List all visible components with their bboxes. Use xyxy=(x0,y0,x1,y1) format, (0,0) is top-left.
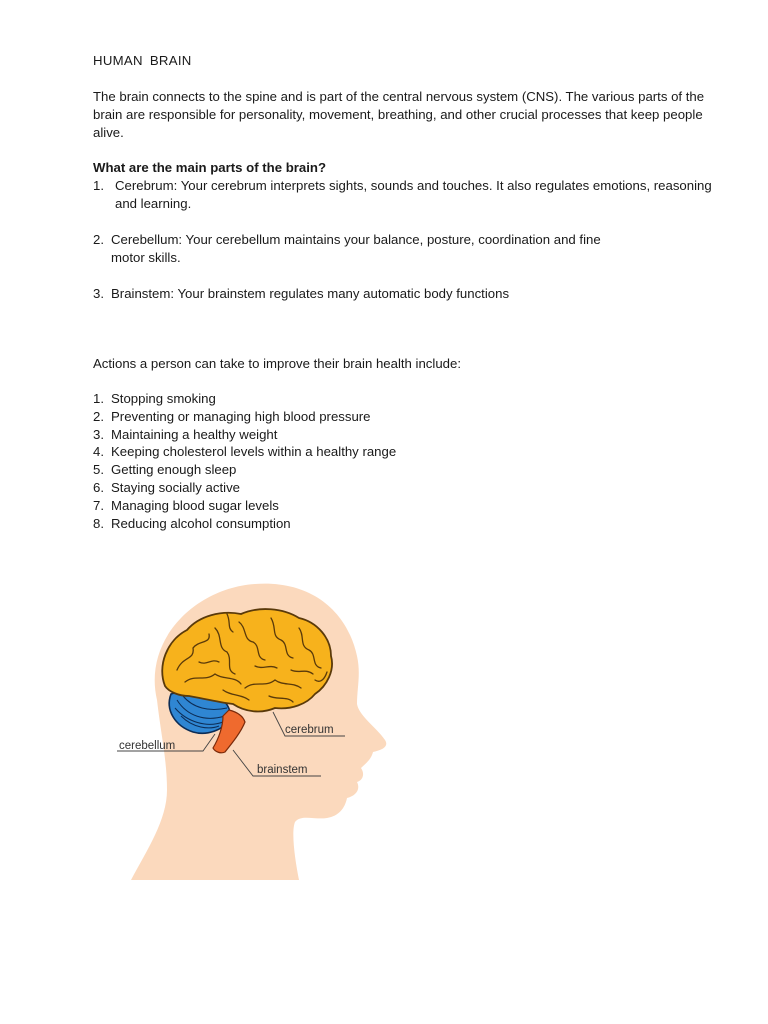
list-item xyxy=(93,177,713,213)
list-text: Reducing alcohol consumption xyxy=(111,515,291,531)
label-cerebrum: cerebrum xyxy=(285,724,334,736)
brain-parts-list xyxy=(93,177,713,303)
list-text: Brainstem: Your brainstem regulates many automatic body functions xyxy=(111,286,510,301)
list-number: 2. xyxy=(93,232,104,247)
list-item xyxy=(93,497,396,515)
list-item xyxy=(93,390,396,408)
list-number: 6. xyxy=(93,479,104,495)
list-text: Keeping cholesterol levels within a healthy range xyxy=(111,444,397,460)
list-number: 4. xyxy=(93,444,104,460)
label-cerebellum: cerebellum xyxy=(119,740,176,752)
list-number: 2. xyxy=(93,408,104,424)
list-item xyxy=(93,231,713,267)
list-number: 3. xyxy=(93,426,104,442)
list-item xyxy=(93,285,713,303)
parts-heading: What are the main parts of the brain? xyxy=(93,160,327,175)
list-item xyxy=(93,408,396,426)
list-item xyxy=(93,426,396,444)
list-item xyxy=(93,515,396,533)
brain-diagram xyxy=(95,570,415,880)
list-item xyxy=(93,461,396,479)
list-text: Getting enough sleep xyxy=(111,462,237,478)
list-text: Staying socially active xyxy=(111,479,241,495)
actions-list xyxy=(93,390,396,532)
list-text: Cerebrum: Your cerebrum interprets sights, sounds and touches. It also regulates emotions, reasoning and learning. xyxy=(115,178,712,211)
list-text: Cerebellum: Your cerebellum maintains your balance, posture, coordination and fine motor skills. xyxy=(111,232,601,265)
intro-paragraph: The brain connects to the spine and is part of the central nervous system (CNS). The various parts of the brain are responsible for personality, movement, breathing, and other crucial processes that keep people alive. xyxy=(93,89,705,140)
list-item xyxy=(93,479,396,497)
list-text: Managing blood sugar levels xyxy=(111,497,279,513)
list-number: 3. xyxy=(93,286,104,301)
list-item xyxy=(93,443,396,461)
document-title: HUMAN BRAIN xyxy=(93,53,192,68)
list-number: 8. xyxy=(93,515,104,531)
list-number: 1. xyxy=(93,178,104,193)
list-number: 7. xyxy=(93,497,104,513)
label-brainstem: brainstem xyxy=(257,764,308,776)
list-text: Maintaining a healthy weight xyxy=(111,426,278,442)
list-text: Stopping smoking xyxy=(111,391,216,406)
list-text: Preventing or managing high blood pressure xyxy=(111,408,371,424)
list-number: 5. xyxy=(93,462,104,478)
list-number: 1. xyxy=(93,391,104,406)
actions-heading: Actions a person can take to improve their brain health include: xyxy=(93,356,461,371)
